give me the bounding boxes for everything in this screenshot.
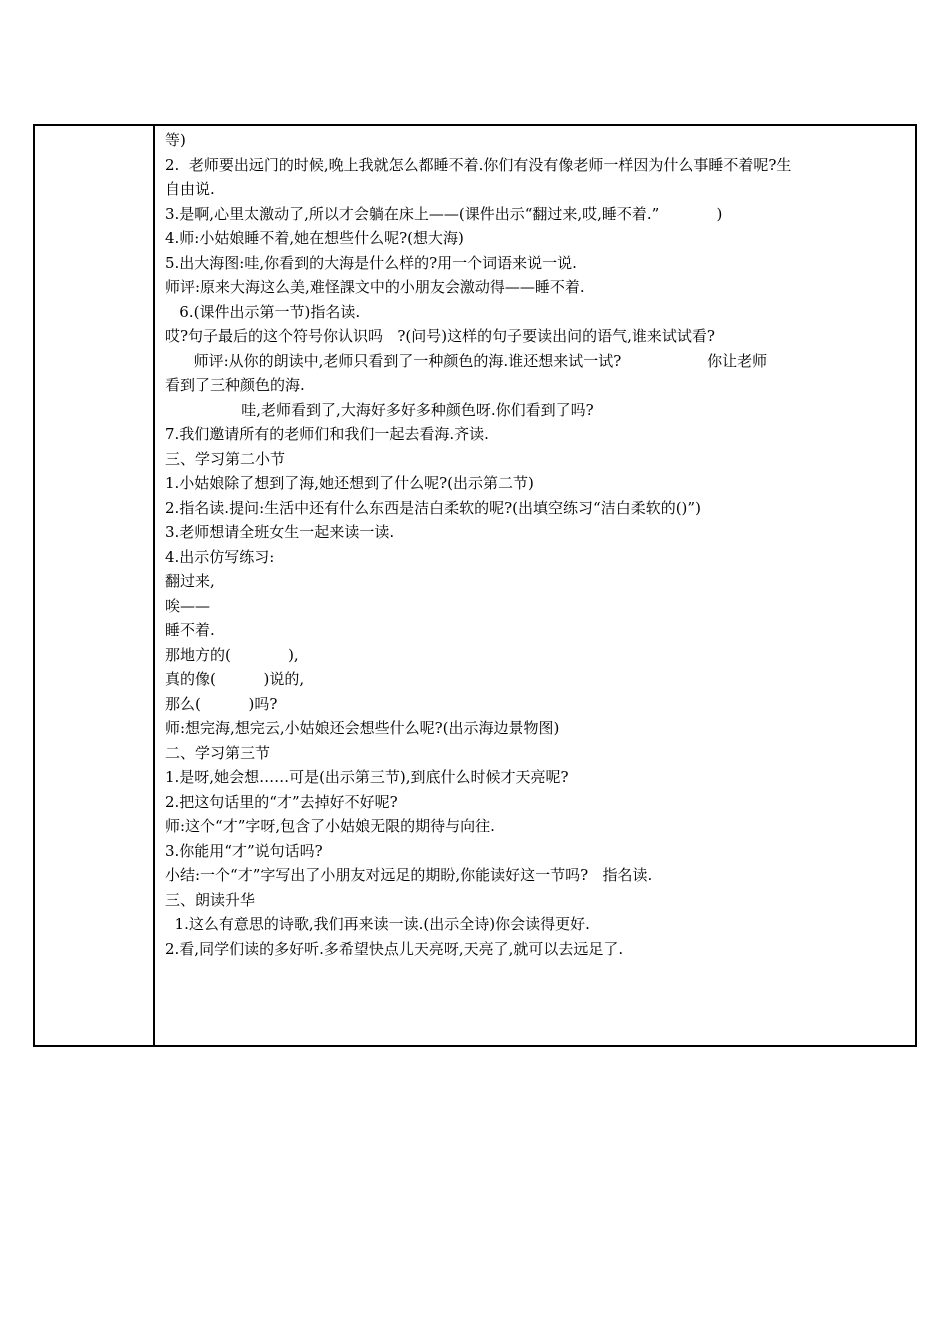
text-line: 3.老师想请全班女生一起来读一读. [165, 523, 395, 541]
text-line: 2.指名读.提问:生活中还有什么东西是洁白柔软的呢?(出填空练习“洁白柔软的()”) [165, 498, 701, 517]
text-line: 4.师:小姑娘睡不着,她在想些什么呢?(想大海) [165, 229, 464, 247]
text-line: 哇,老师看到了,大海好多好多种颜色呀.你们看到了吗? [165, 400, 594, 419]
text-line: 2.看,同学们读的多好听.多希望快点儿天亮呀,天亮了,就可以去远足了. [165, 939, 624, 958]
poem-line: 唉—— [165, 596, 211, 615]
label-column [35, 126, 155, 1045]
section-heading: 二、学习第三节 [165, 743, 271, 762]
text-line: 等) [165, 131, 186, 149]
text-line: 4.出示仿写练习: [165, 547, 275, 566]
poem-line: 睡不着. [165, 621, 215, 639]
fill-blank-line: 那地方的( ), [165, 645, 299, 664]
section-heading: 三、学习第二小节 [165, 449, 286, 468]
text-line: 2. 老师要出远门的时候,晚上我就怎么都睡不着.你们有没有像老师一样因为什么事睡不着呢?生 [165, 155, 792, 174]
text-line: 自由说. [165, 180, 215, 198]
text-line: 2.把这句话里的“才”去掉好不好呢? [165, 792, 398, 811]
text-line: 6.(课件出示第一节)指名读. [165, 302, 361, 321]
lesson-content [165, 128, 907, 961]
text-line: 哎?句子最后的这个符号你认识吗 ?(问号)这样的句子要读出问的语气,谁来试试看? [165, 327, 715, 345]
text-line: 师评:从你的朗读中,老师只看到了一种颜色的海.谁还想来试一试? 你让老师 [165, 351, 768, 370]
text-line: 看到了三种颜色的海. [165, 376, 305, 394]
text-line: 师:这个“才”字呀,包含了小姑娘无限的期待与向往. [165, 817, 495, 835]
text-line: 1.这么有意思的诗歌,我们再来读一读.(出示全诗)你会读得更好. [165, 915, 590, 933]
text-line: 3.你能用“才”说句话吗? [165, 841, 323, 860]
poem-line: 翻过来, [165, 572, 215, 590]
text-line: 5.出大海图:哇,你看到的大海是什么样的?用一个词语来说一说. [165, 253, 577, 272]
text-line: 小结:一个“才”字写出了小朋友对远足的期盼,你能读好这一节吗? 指名读. [165, 866, 653, 884]
fill-blank-line: 真的像( )说的, [165, 670, 305, 688]
text-line: 7.我们邀请所有的老师们和我们一起去看海.齐读. [165, 425, 489, 443]
fill-blank-line: 那么( )吗? [165, 694, 278, 713]
text-line: 1.小姑娘除了想到了海,她还想到了什么呢?(出示第二节) [165, 474, 534, 492]
text-line: 3.是啊,心里太激动了,所以才会躺在床上——(课件出示“翻过来,哎,睡不着.” ) [165, 204, 723, 223]
lesson-table [33, 124, 917, 1047]
text-line: 1.是呀,她会想……可是(出示第三节),到底什么时候才天亮呢? [165, 768, 569, 786]
text-line: 师评:原来大海这么美,难怪課文中的小朋友会激动得——睡不着. [165, 278, 585, 296]
section-heading: 三、朗读升华 [165, 890, 256, 909]
text-line: 师:想完海,想完云,小姑娘还会想些什么呢?(出示海边景物图) [165, 719, 560, 737]
